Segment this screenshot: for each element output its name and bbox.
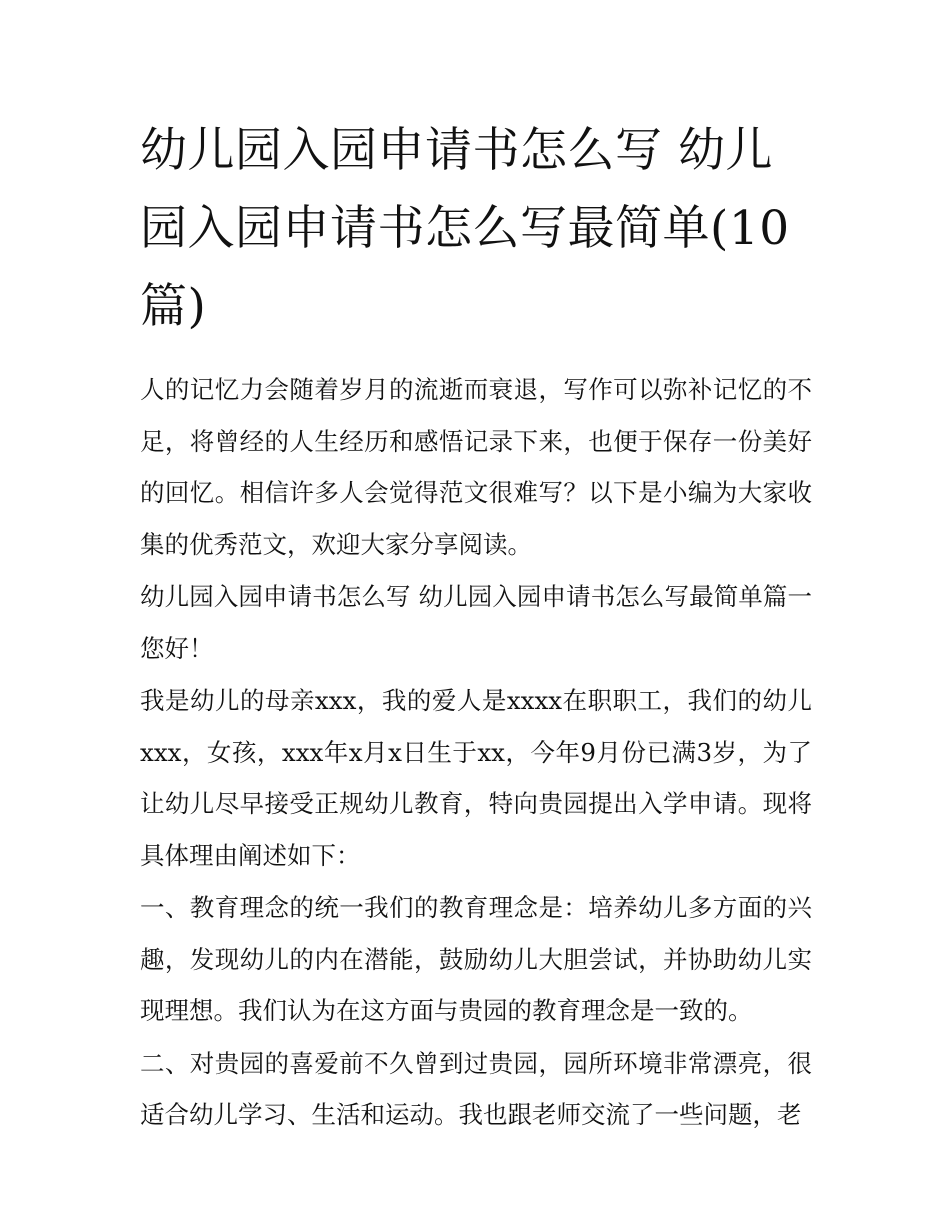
document-body: [140, 112, 812, 1141]
applicant-paragraph: 我是幼儿的母亲xxx，我的爱人是xxxx在职职工，我们的幼儿xxx，女孩，xxx年x月x日生于xx，今年9月份已满3岁，为了让幼儿尽早接受正规幼儿教育，特向贵园提出入学申请。现将具体理由阐述如下：: [140, 686, 812, 870]
reason-one-paragraph: 一、教育理念的统一我们的教育理念是：培养幼儿多方面的兴趣，发现幼儿的内在潜能，鼓励幼儿大胆尝试，并协助幼儿实现理想。我们认为在这方面与贵园的教育理念是一致的。: [140, 893, 812, 1025]
intro-paragraph: 人的记忆力会随着岁月的流逝而衰退，写作可以弥补记忆的不足，将曾经的人生经历和感悟记录下来，也便于保存一份美好的回忆。相信许多人会觉得范文很难写？以下是小编为大家收集的优秀范文，欢迎大家分享阅读。: [140, 375, 812, 559]
reason-two-paragraph: 二、对贵园的喜爱前不久曾到过贵园，园所环境非常漂亮，很适合幼儿学习、生活和运动。我也跟老师交流了一些问题，老: [140, 1048, 812, 1129]
section-heading-paragraph: 幼儿园入园申请书怎么写 幼儿园入园申请书怎么写最简单篇一 您好！: [140, 582, 812, 663]
document-title: 幼儿园入园申请书怎么写 幼儿园入园申请书怎么写最简单(10篇): [140, 123, 790, 334]
